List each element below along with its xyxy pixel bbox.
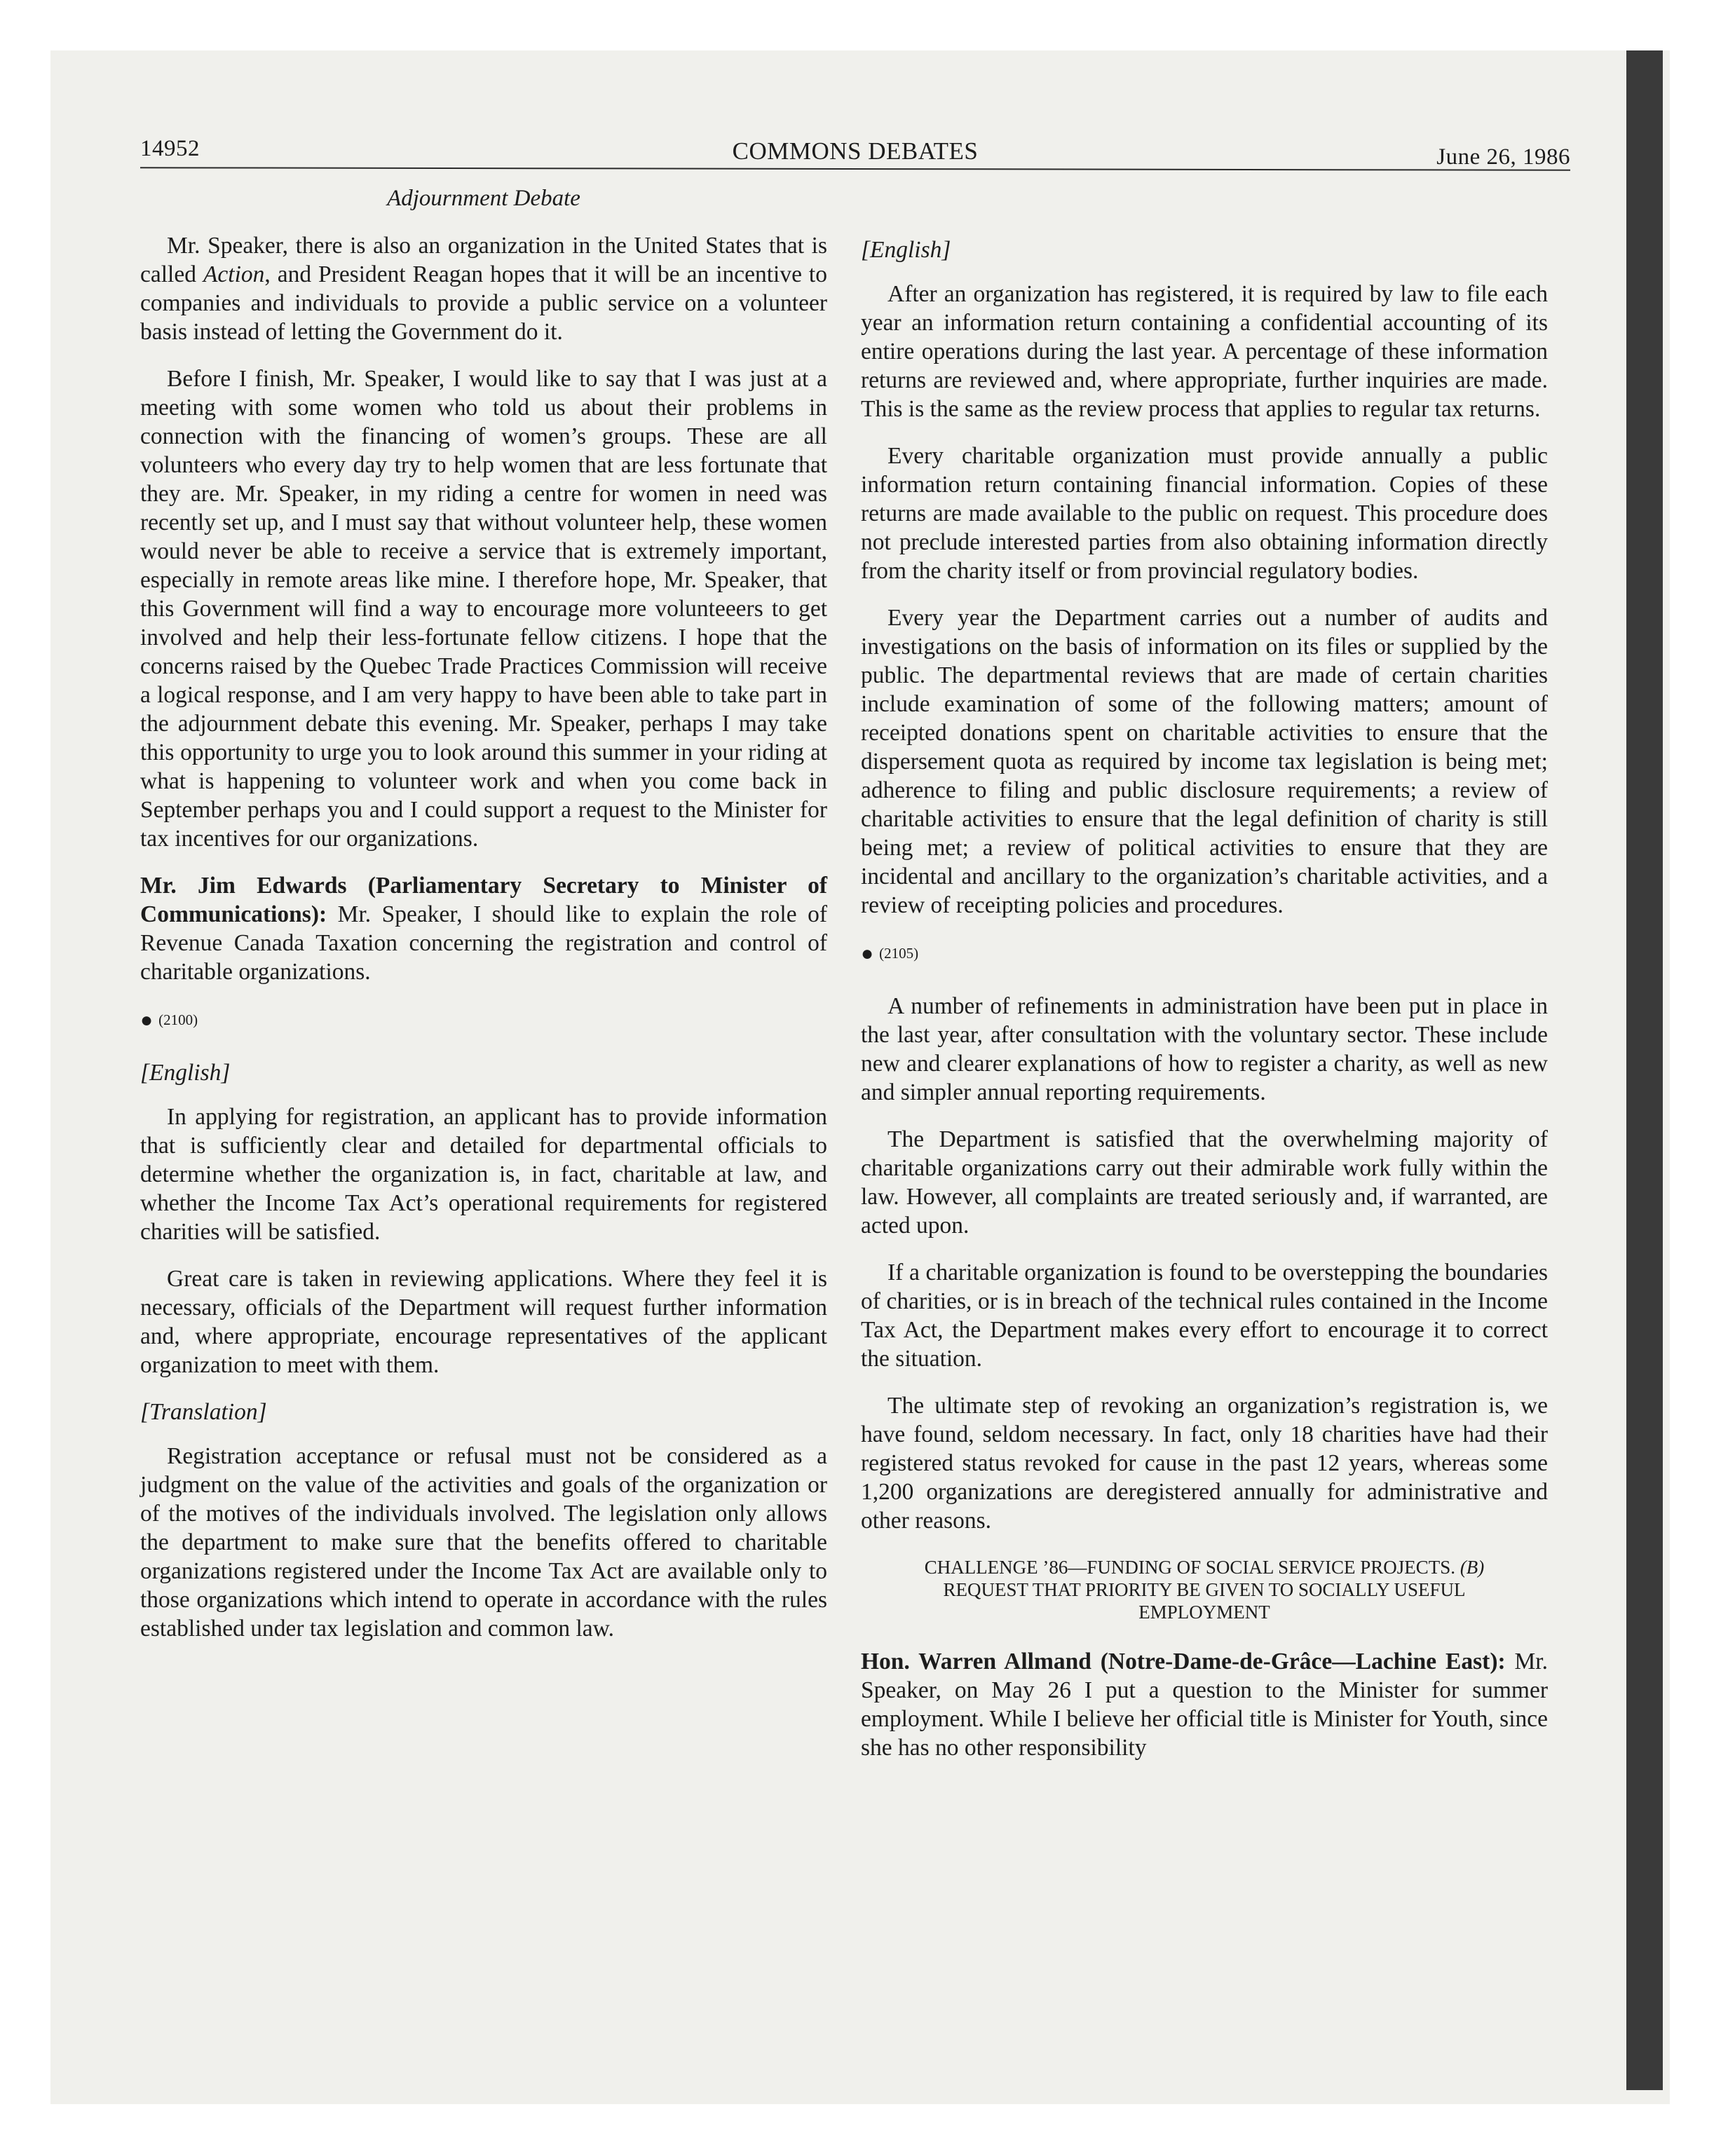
speaker-name: Mr. Jim Edwards (Parliamentary Secretary to Minister of Communications): <box>140 873 827 927</box>
language-tag: [English] <box>140 1060 231 1086</box>
page-date: June 26, 1986 <box>1436 144 1570 170</box>
paragraph: In applying for registration, an applicant has to provide information that is sufficiently clear and detailed for departmental officials to determine whether the organization is, in fact, charitable at law, and whether the Income Tax Act’s operational requirements for registered charities will be satisfied. <box>140 1104 827 1245</box>
speaker-name: Hon. Warren Allmand (Notre-Dame-de-Grâce—Lachine East): <box>861 1649 1506 1674</box>
paragraph: Every year the Department carries out a number of audits and investigations on the basis of information on its files or supplied by the public. The departmental reviews that are made of certain charities include examination of some of the following matters; amount of receipted donations spent on charitable activities to ensure that the dispersement quota as required by income tax legislation is being met; adherence to filing and public disclosure requirements; a review of charitable activities to ensure that the legal definition of charity is still being met; a review of political activities to ensure that they are incidental and ancillary to the organization’s charitable activities, and a review of receipting policies and procedures. <box>861 605 1548 918</box>
paragraph: Before I finish, Mr. Speaker, I would like to say that I was just at a meeting with some women who told us about their problems in connection with the financing of women’s groups. These are all volunteers who every day try to help women that are less fortunate that they are. Mr. Speaker, in my riding a centre for women in need was recently set up, and I must say that without volunteer help, these women would never be able to receive a service that is extremely important, especially in remote areas like mine. I therefore hope, Mr. Speaker, that this Government will find a way to encourage more volunteeers to get involved and help their less-fortunate fellow citizens. I hope that the concerns raised by the Quebec Trade Practices Commission will receive a logical response, and I am very happy to have been able to take part in the adjournment debate this evening. Mr. Speaker, perhaps I may take this opportunity to urge you to look around this summer in your riding at what is happening to volunteer work and when you come back in September perhaps you and I could support a request to the Minister for tax incentives for our organizations. <box>140 366 827 852</box>
page-number: 14952 <box>140 136 200 161</box>
left-column <box>140 231 827 1661</box>
time-marker: ● (2105) <box>861 942 919 965</box>
paragraph: Mr. Speaker, there is also an organization in the United States that is called Action, and President Reagan hopes that it will be an incentive to companies and individuals to provide a public service on a volunteer basis instead of letting the Government do it. <box>140 233 827 345</box>
paragraph: The Department is satisfied that the overwhelming majority of charitable organizations carry out their admirable work fully within the law. However, all complaints are treated seriously and, if warranted, are acted upon. <box>861 1126 1548 1239</box>
scan-binding-edge <box>1626 50 1663 2090</box>
paragraph: The ultimate step of revoking an organization’s registration is, we have found, seldom necessary. In fact, only 18 charities have had their registered status revoked for cause in the past 12 years, whereas some 1,200 organizations are deregistered annually for administrative and other reasons. <box>861 1393 1548 1534</box>
paragraph: Registration acceptance or refusal must not be considered as a judgment on the value of the activities and goals of the organization or of the motives of the individuals involved. The legislation only allows the department to make sure that the benefits offered to charitable organizations registered under the Income Tax Act are available only to those organizations which intend to operate in accordance with the rules established under tax legislation and common law. <box>140 1443 827 1642</box>
paragraph: Every charitable organization must provide annually a public information return containing financial information. Copies of these returns are made available to the public on request. This procedure does not preclude interested parties from also obtaining information directly from the charity itself or from provincial regulatory bodies. <box>861 443 1548 584</box>
debate-heading: CHALLENGE ’86—FUNDING OF SOCIAL SERVICE PROJECTS. (B) REQUEST THAT PRIORITY BE GIVEN TO SOCIALLY USEFUL EMPLOYMENT <box>924 1557 1485 1623</box>
paragraph: If a charitable organization is found to be overstepping the boundaries of charities, or is in breach of the technical rules contained in the Income Tax Act, the Department makes every effort to encourage it to correct the situation. <box>861 1260 1548 1372</box>
language-tag: [English] <box>861 237 951 263</box>
bullet-icon: ● <box>861 942 874 965</box>
right-column <box>861 231 1548 1780</box>
paragraph: A number of refinements in administration have been put in place in the last year, after consultation with the voluntary sector. These include new and clearer explanations of how to register a charity, as well as new and simpler annual reporting requirements. <box>861 993 1548 1105</box>
paragraph: Great care is taken in reviewing applications. Where they feel it is necessary, officials of the Department will request further information and, where appropriate, encourage representatives of the applicant organization to meet with them. <box>140 1266 827 1378</box>
publication-title: COMMONS DEBATES <box>732 137 979 165</box>
speaker-paragraph: Mr. Jim Edwards (Parliamentary Secretary to Minister of Communications): Mr. Speaker, I should like to explain the role of Revenue Canada Taxation concerning the registration and control of charitable organizations. <box>140 873 827 985</box>
section-title: Adjournment Debate <box>387 186 580 211</box>
paragraph: After an organization has registered, it is required by law to file each year an information return containing a confidential accounting of its entire operations during the last year. A percentage of these information returns are reviewed and, where appropriate, further inquiries are made. This is the same as the review process that applies to regular tax returns. <box>861 281 1548 422</box>
bullet-icon: ● <box>140 1009 154 1032</box>
language-tag: [Translation] <box>140 1399 267 1425</box>
speaker-paragraph: Hon. Warren Allmand (Notre-Dame-de-Grâce—Lachine East): Mr. Speaker, on May 26 I put a question to the Minister for summer employment. While I believe her official title is Minister for Youth, since she has no other responsibility <box>861 1649 1548 1761</box>
time-marker: ● (2100) <box>140 1009 198 1032</box>
